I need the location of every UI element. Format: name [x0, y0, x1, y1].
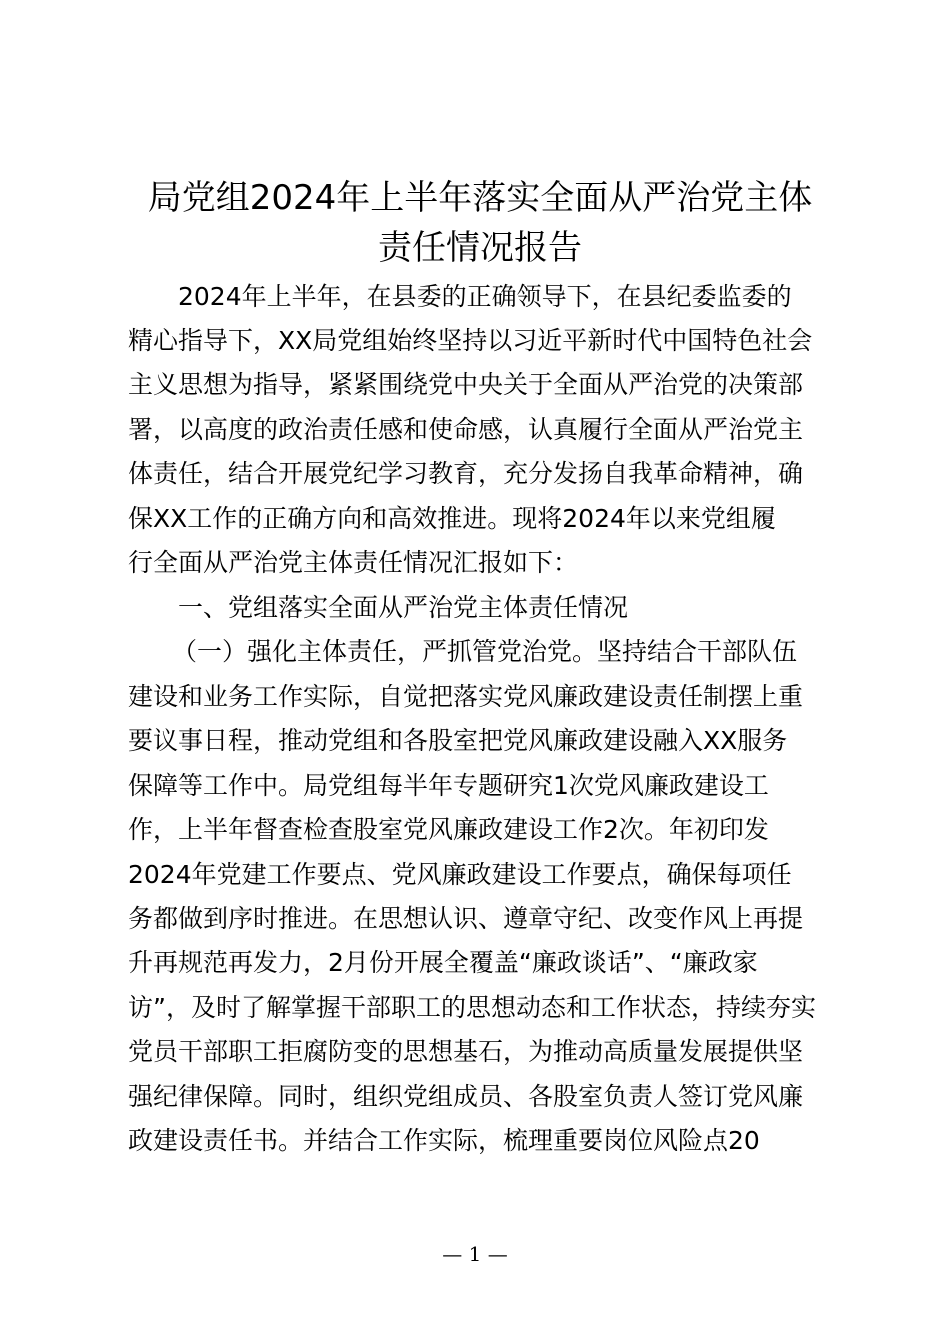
paragraph-line: 行全面从严治党主体责任情况汇报如下： [128, 548, 579, 577]
paragraph-line: 访”，及时了解掌握干部职工的思想动态和工作状态，持续夯实 [128, 993, 816, 1022]
paragraph-line: 署，以高度的政治责任感和使命感，认真履行全面从严治党主 [128, 415, 804, 444]
paragraph-line: 体责任，结合开展党纪学习教育，充分发扬自我革命精神，确 [128, 459, 804, 488]
paragraph-line: 保障等工作中。局党组每半年专题研究1次党风廉政建设工 [128, 771, 769, 800]
paragraph-line: 务都做到序时推进。在思想认识、遵章守纪、改变作风上再提 [128, 904, 804, 933]
paragraph-line: 党员干部职工拒腐防变的思想基石，为推动高质量发展提供坚 [128, 1037, 804, 1066]
section-heading: 一、党组落实全面从严治党主体责任情况 [178, 593, 629, 622]
paragraph-line: 精心指导下，XX局党组始终坚持以习近平新时代中国特色社会 [128, 326, 813, 355]
paragraph-line: （一）强化主体责任，严抓管党治党。坚持结合干部队伍 [172, 637, 798, 666]
document-title-line-2: 责任情况报告 [378, 228, 582, 268]
page-number: — 1 — [442, 1242, 508, 1266]
paragraph-line: 政建设责任书。并结合工作实际，梳理重要岗位风险点20 [128, 1126, 760, 1155]
paragraph-line: 保XX工作的正确方向和高效推进。现将2024年以来党组履 [128, 504, 776, 533]
paragraph-line: 作，上半年督查检查股室党风廉政建设工作2次。年初印发 [128, 815, 769, 844]
paragraph-line: 升再规范再发力，2月份开展全覆盖“廉政谈话”、“廉政家 [128, 948, 758, 977]
paragraph-line: 2024年上半年，在县委的正确领导下，在县纪委监委的 [178, 282, 792, 311]
paragraph-line: 强纪律保障。同时，组织党组成员、各股室负责人签订党风廉 [128, 1082, 804, 1111]
paragraph-line: 建设和业务工作实际，自觉把落实党风廉政建设责任制摆上重 [128, 682, 804, 711]
paragraph-line: 2024年党建工作要点、党风廉政建设工作要点，确保每项任 [128, 860, 792, 889]
paragraph-line: 要议事日程，推动党组和各股室把党风廉政建设融入XX服务 [128, 726, 788, 755]
paragraph-line: 主义思想为指导，紧紧围绕党中央关于全面从严治党的决策部 [128, 370, 804, 399]
document-title-line-1: 局党组2024年上半年落实全面从严治党主体 [147, 178, 813, 218]
